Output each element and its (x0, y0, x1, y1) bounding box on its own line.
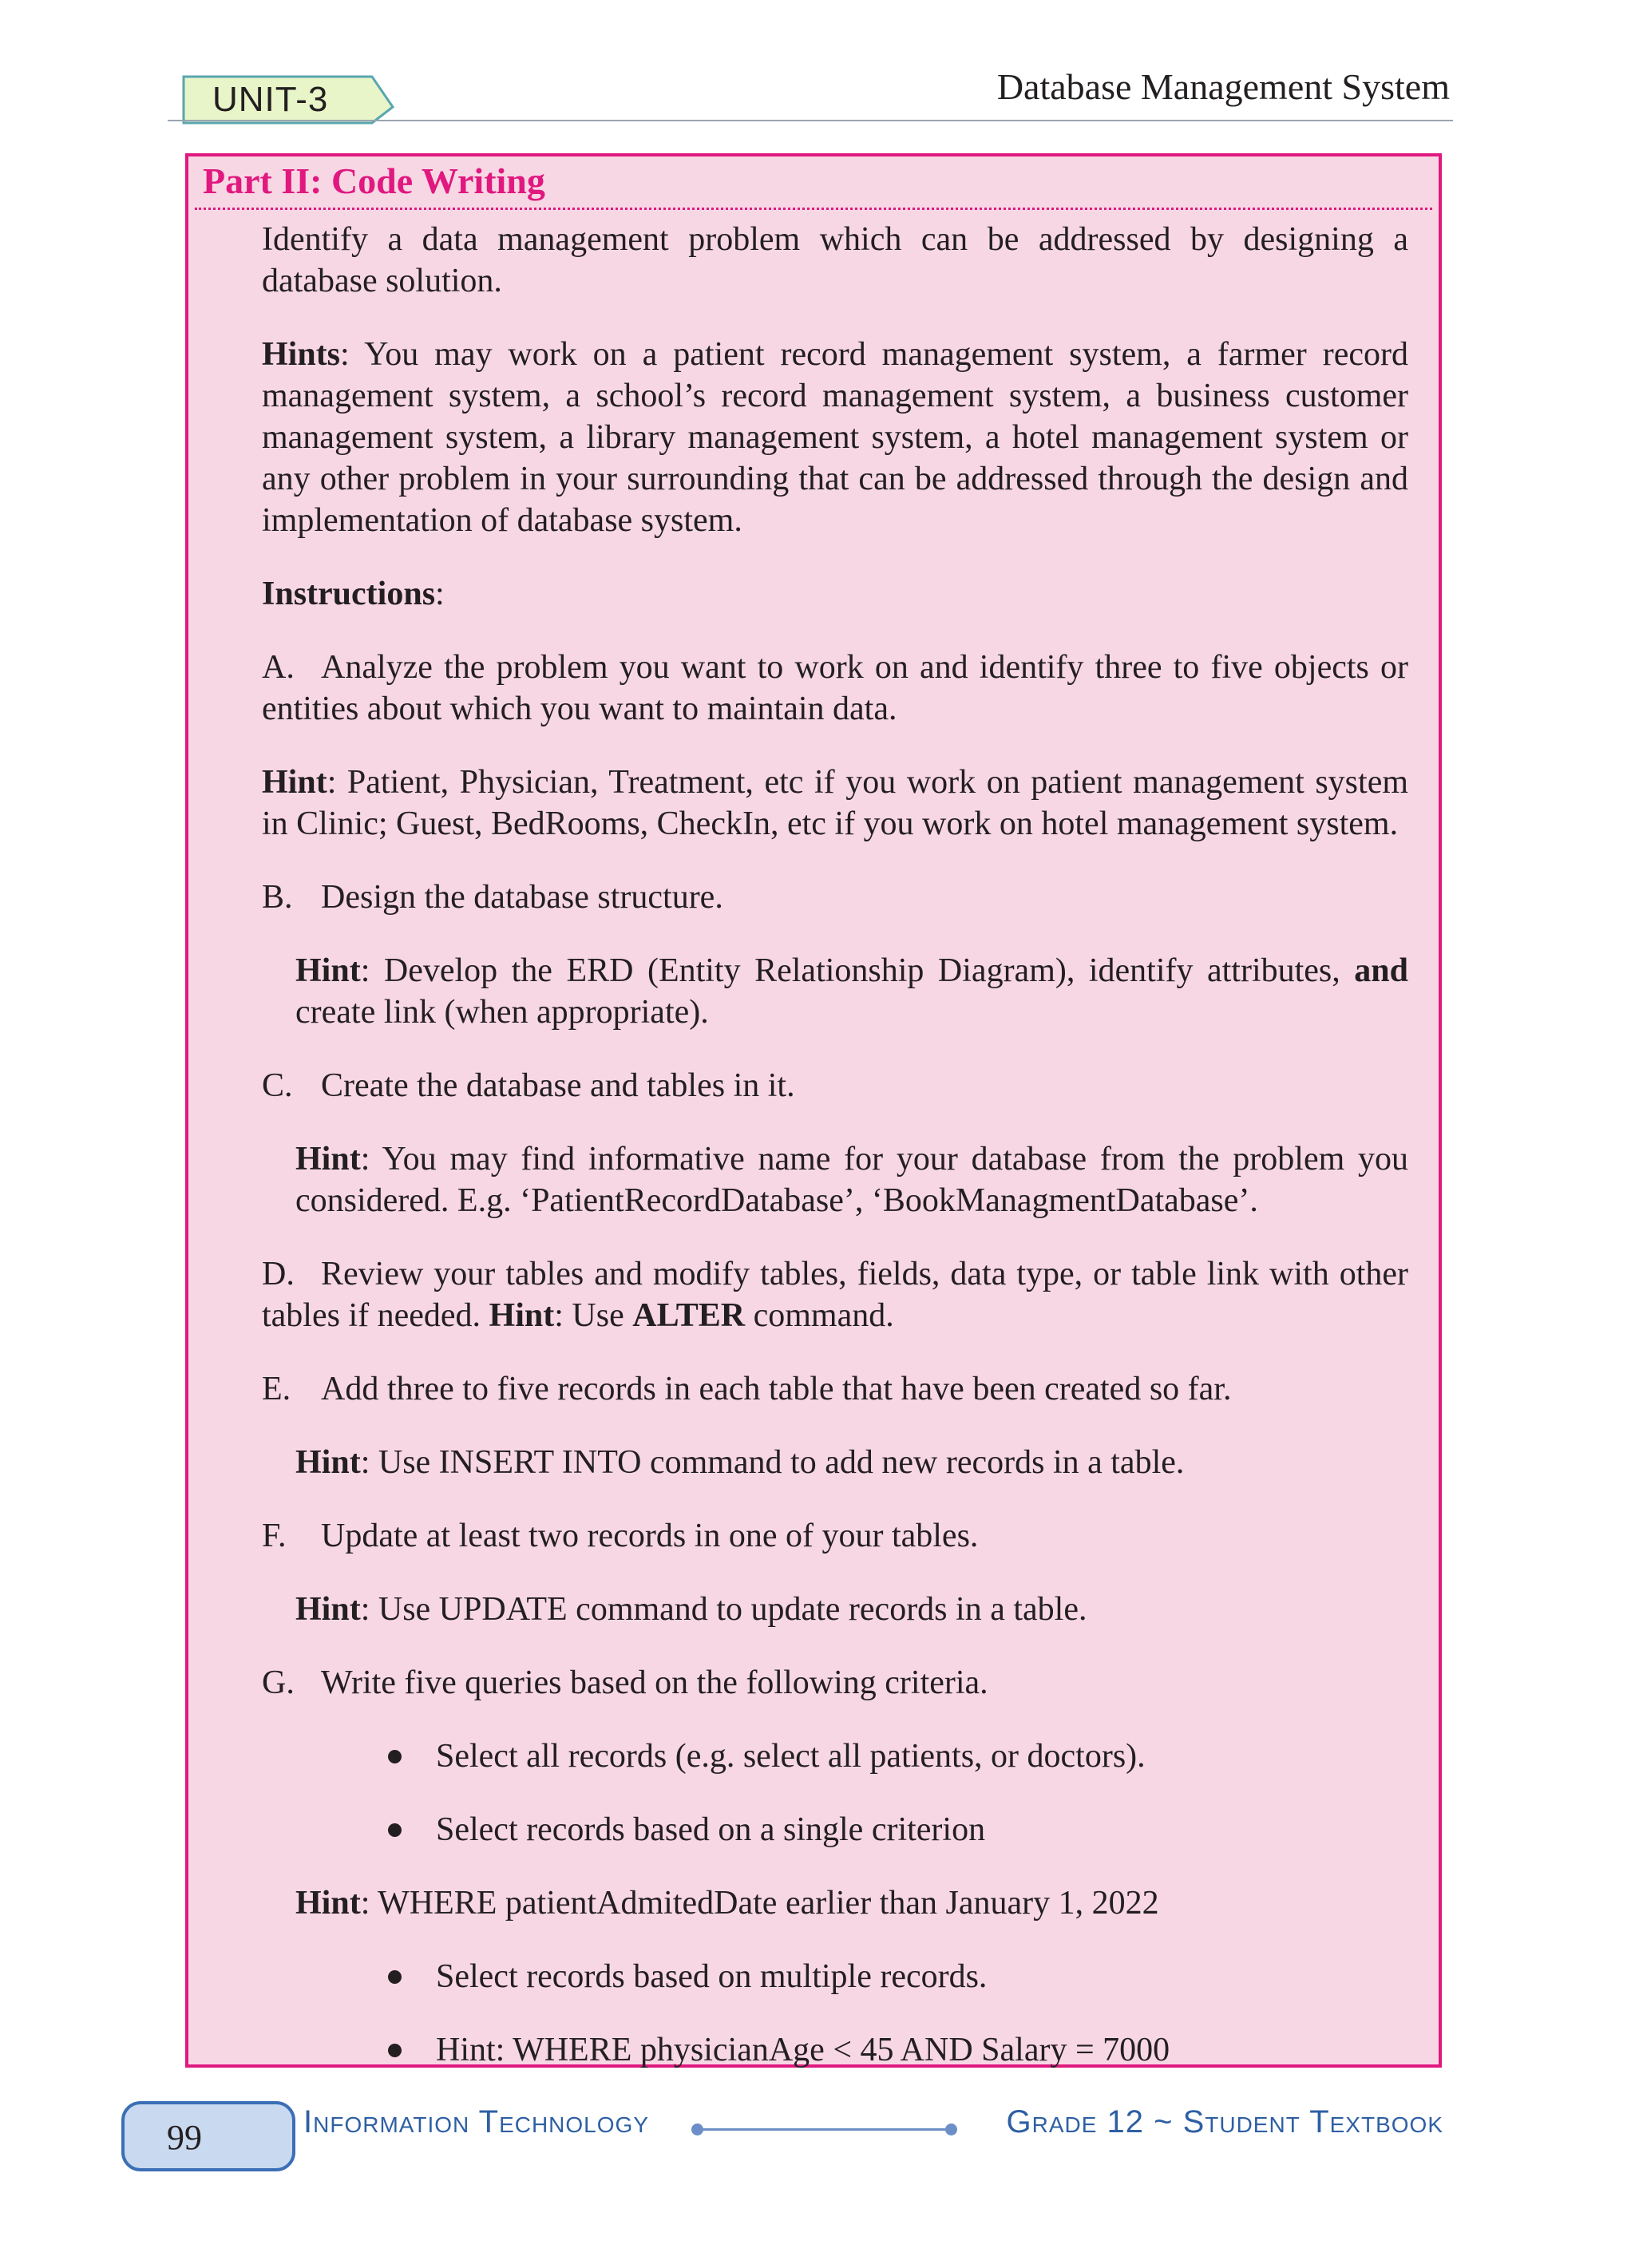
item-g-hint-label: Hint (295, 1885, 361, 1922)
box-title: Part II: Code Writing (203, 160, 545, 201)
page-header-title: Database Management System (996, 66, 1450, 107)
item-d-hint-label: Hint (489, 1297, 555, 1334)
item-b-hint (262, 950, 1408, 1033)
item-c-text: Create the database and tables in it. (321, 1067, 795, 1104)
footer-dot-right (945, 2124, 957, 2135)
instructions-colon: : (435, 576, 445, 612)
item-f-hint (262, 1589, 1408, 1630)
item-f-hint-label: Hint (295, 1591, 361, 1628)
item-a-hint-label: Hint (262, 764, 327, 801)
bullet-text: Hint: WHERE physicianAge < 45 AND Salary = 7000 (436, 2032, 1170, 2068)
item-g-hint-text: : WHERE patientAdmitedDate earlier than January 1, 2022 (360, 1885, 1159, 1922)
item-d-text: Review your tables and modify tables, fields, data type, or table link with other tables if needed. (262, 1256, 1408, 1334)
box-title-separator (195, 208, 1432, 210)
instructions-label: Instructions (262, 576, 436, 612)
item-f-label: F. (262, 1518, 287, 1554)
item-b-label: B. (262, 879, 293, 916)
item-g-hint (262, 1882, 1408, 1924)
item-g-text: Write five queries based on the following criteria. (321, 1664, 988, 1701)
footer-connector-line (696, 2128, 952, 2131)
item-e-text: Add three to five records in each table that have been created so far. (321, 1371, 1232, 1407)
item-f-text: Update at least two records in one of your tables. (321, 1518, 979, 1554)
hints-text: : You may work on a patient record management system, a farmer record management system, a school’s record management system, a business customer management system, a library management system, a hotel management system or any other problem in your surrounding that can be addressed through the design and implementation of database system. (262, 336, 1408, 539)
item-a-hint-text: : Patient, Physician, Treatment, etc if you work on patient management system in Clinic; Guest, BedRooms, CheckIn, etc if you work on hotel management system. (262, 764, 1408, 842)
bullet-dot (388, 2044, 402, 2057)
item-b (262, 877, 1408, 918)
header-divider (168, 120, 1453, 121)
item-c-label: C. (262, 1067, 293, 1104)
item-a-hint (262, 762, 1408, 845)
bullet-dot (388, 1823, 402, 1837)
item-c-hint (262, 1138, 1408, 1221)
item-a (262, 647, 1408, 730)
bullet-dot (388, 1970, 402, 1984)
hints-paragraph (262, 334, 1408, 541)
page-number-badge (121, 2101, 295, 2171)
instructions-heading (262, 573, 1408, 615)
item-c (262, 1065, 1408, 1106)
item-a-label: A. (262, 649, 295, 686)
item-d-label: D. (262, 1256, 295, 1292)
item-e-hint-label: Hint (295, 1444, 361, 1481)
item-f-hint-text: : Use UPDATE command to update records in a table. (360, 1591, 1087, 1628)
unit-label: UNIT-3 (212, 80, 329, 119)
item-c-hint-text: : You may find informative name for your database from the problem you considered. E.g. ‘PatientRecordDatabase’, ‘BookManagmentDatabase’. (295, 1141, 1408, 1219)
item-b-hint-text2: create link (when appropriate). (295, 994, 709, 1031)
intro-text: Identify a data management problem which can be addressed by designing a database solution. (262, 221, 1408, 299)
item-f (262, 1515, 1408, 1557)
item-e-label: E. (262, 1371, 291, 1407)
item-b-hint-text: : Develop the ERD (Entity Relationship Diagram), identify attributes, (360, 952, 1355, 989)
unit-tab (182, 75, 396, 125)
item-d-hint-text: : Use (554, 1297, 633, 1334)
bullet-text: Select all records (e.g. select all patients, or doctors). (436, 1738, 1146, 1775)
item-e-hint (262, 1442, 1408, 1483)
item-d (262, 1253, 1408, 1336)
item-e-hint-text: : Use INSERT INTO command to add new records in a table. (360, 1444, 1185, 1481)
item-d-hint-text2: command. (745, 1297, 894, 1334)
page-number: 99 (167, 2118, 202, 2157)
bullet-text: Select records based on a single criterion (436, 1811, 986, 1848)
footer-subject: Information Technology (303, 2104, 649, 2139)
item-g (262, 1662, 1408, 1704)
item-d-hint-bold: ALTER (632, 1297, 746, 1334)
footer-grade: Grade 12 ~ Student Textbook (1006, 2104, 1443, 2139)
box-content (262, 219, 1408, 2071)
bullet-dot (388, 1750, 402, 1763)
item-b-hint-label: Hint (295, 952, 361, 989)
bullet-text: Select records based on multiple records. (436, 1958, 988, 1995)
bullet-item (262, 1736, 1408, 1777)
item-a-text: Analyze the problem you want to work on and identify three to five objects or entities about which you want to maintain data. (262, 649, 1408, 727)
activity-box (185, 153, 1442, 2068)
hints-label: Hints (262, 336, 341, 373)
intro-paragraph (262, 219, 1408, 302)
item-b-text: Design the database structure. (321, 879, 723, 916)
bullet-item (262, 1956, 1408, 1997)
item-b-hint-bold: and (1354, 952, 1408, 989)
bullet-item (262, 2029, 1408, 2071)
bullet-item (262, 1809, 1408, 1850)
item-c-hint-label: Hint (295, 1141, 361, 1178)
item-g-label: G. (262, 1664, 295, 1701)
item-e (262, 1368, 1408, 1410)
